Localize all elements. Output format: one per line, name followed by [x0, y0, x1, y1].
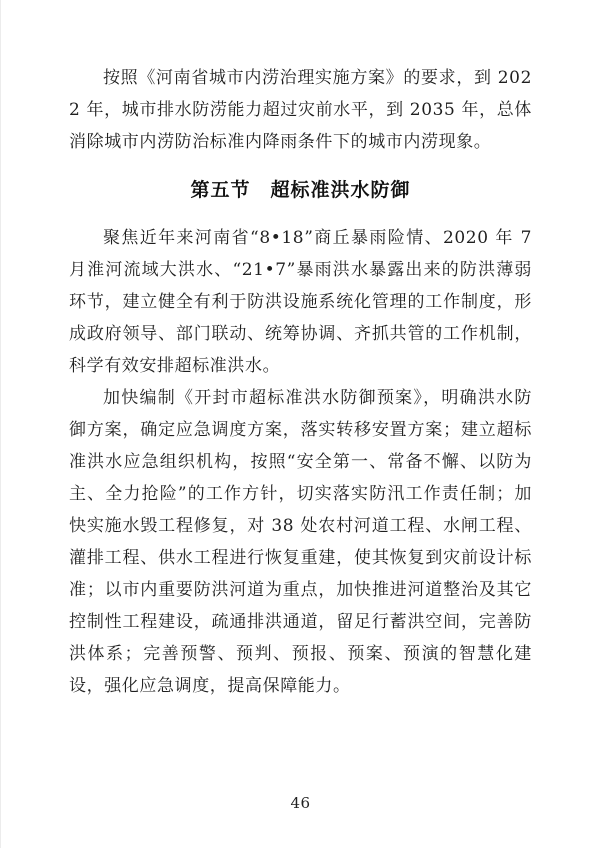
paragraph-flood-weak-links: 聚焦近年来河南省“8•18”商丘暴雨险情、2020 年 7 月淮河流域大洪水、“21•7”暴雨洪水暴露出来的防洪薄弱环节，建立健全有利于防洪设施系统化管理的工作制度，形成政府领导、部门联动、统筹协调、齐抓共管的工作机制，科学有效安排超标准洪水。	[69, 228, 532, 376]
page-number: 46	[290, 794, 311, 812]
section-heading: 第五节 超标准洪水防御	[190, 180, 411, 201]
paragraph-urban-waterlogging: 按照《河南省城市内涝治理实施方案》的要求，到 2022 年，城市排水防涝能力超过灾前水平，到 2035 年，总体消除城市内涝防治标准内降雨条件下的城市内涝现象。	[69, 68, 532, 152]
paragraph-flood-defense-plan: 加快编制《开封市超标准洪水防御预案》，明确洪水防御方案，确定应急调度方案，落实转移安置方案；建立超标准洪水应急组织机构，按照“安全第一、常备不懈、以防为主、全力抢险”的工作方针，切实落实防汛工作责任制；加快实施水毁工程修复，对 38 处农村河道工程、水闸工程、灌排工程、供水工程进行恢复重建，使其恢复到灾前设计标准；以市内重要防洪河道为重点，加快推进河道整治及其它控制性工程建设，疏通排洪通道，留足行蓄洪空间，完善防洪体系；完善预警、预判、预报、预案、预演的智慧化建设，强化应急调度，提高保障能力。	[69, 388, 532, 696]
